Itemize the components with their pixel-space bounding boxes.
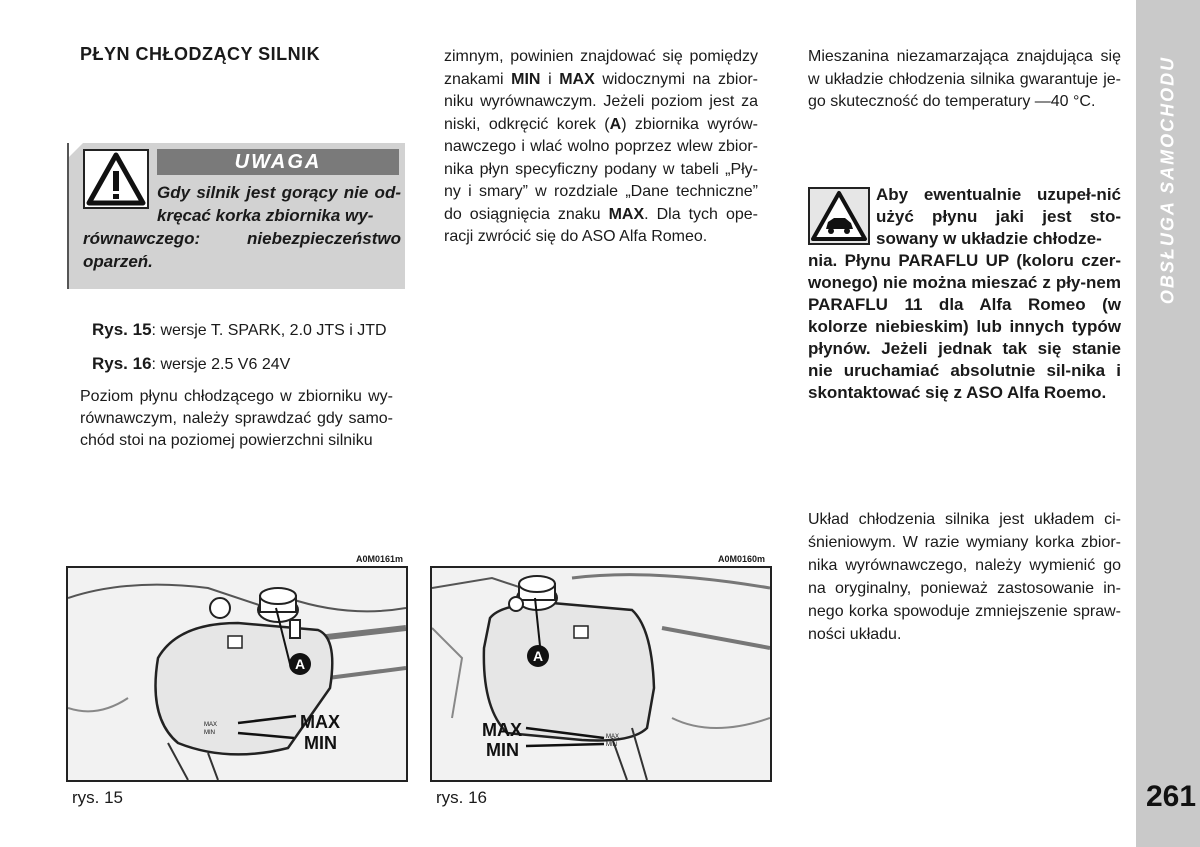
tank-min-mark: MIN [606,742,617,748]
warning-triangle-icon [83,149,149,209]
max-callout: MAX [482,720,522,740]
fig-ref-16 [92,354,290,374]
warning-box [67,143,405,289]
fig-ref-text: : wersje 2.5 V6 24V [151,356,291,373]
min-callout: MIN [486,740,519,760]
page-number: 261 [1146,780,1197,813]
figure-code: A0M0160m [718,554,766,564]
max-mark: MAX [608,205,645,223]
text-run: ) zbiornika wyrów-nawczego i wlać wolno poprzez wlew zbior-nika płyn specyficzny podany w tabeli „Pły-ny i smary” w rozdziale „Dane techniczne” do osiągnięcia znaku [444,115,758,223]
col3-note-rest: nia. Płynu PARAFLU UP (koloru czer-wonego) nie można mieszać z pły-nem PARAFLU 11 dla Alfa Romeo (w kolorze niebieskim) lub innych typów płynów. Jeżeli jednak tak się stanie nie uruchamiać absolutnie sil-nika i skontaktować się z ASO Alfa Roemo. [808,251,1121,402]
fig-ref-15 [92,320,387,340]
figure-caption: rys. 15 [72,788,124,807]
fig-ref-label: Rys. 15 [92,320,152,339]
cap-callout-a: A [532,648,544,664]
col3-note-top: Aby ewentualnie uzupeł-nić użyć płynu jaki jest sto-sowany w układzie chłodze- [876,185,1121,248]
min-callout: MIN [304,733,337,753]
figure-15-image [66,566,408,782]
text-run: . Dla tych ope-racji zwrócić się do ASO Alfa Romeo. [444,205,758,245]
tank-min-mark: MIN [204,730,215,736]
tank-max-mark: MAX [204,722,218,728]
section-side-title: OBSŁUGA SAMOCHODU [1157,55,1178,305]
cap-label: A [609,115,622,133]
cap-callout-a: A [294,656,306,672]
fig-ref-label: Rys. 16 [92,354,152,373]
col1-paragraph: Poziom płynu chłodzącego w zbiorniku wy-równawczym, należy sprawdzać gdy samo-chód stoi na poziomej powierzchni silniku [80,388,393,449]
figure-16-image [430,566,772,782]
col2-paragraph [444,46,758,249]
tank-max-mark: MAX [606,734,620,740]
warning-label: UWAGA [157,149,399,175]
max-mark: MAX [559,70,595,88]
warning-text-top: Gdy silnik jest gorący nie od-kręcać korka zbiornika wy- [157,183,401,225]
warning-text-bottom: równawczego: niebezpieczeństwo oparzeń. [83,229,401,271]
text-run: i [540,70,560,88]
max-callout: MAX [300,712,340,732]
text-run: zimnym, powinien znajdować się pomiędzy znakami [444,48,758,88]
car-warning-icon [808,187,870,245]
page-heading: PŁYN CHŁODZĄCY SILNIK [80,44,321,64]
min-mark: MIN [511,70,541,88]
figure-code: A0M0161m [356,554,404,564]
col3-paragraph-1: Mieszanina niezamarzająca znajdująca się w układzie chłodzenia silnika gwarantuje je-go skuteczność do temperatury —40 °C. [808,48,1121,110]
text-run: widocznymi na zbior-niku wyrównawczym. Jeżeli poziom jest za niski, odkręcić korek ( [444,70,758,133]
figure-caption: rys. 16 [436,788,488,807]
col3-paragraph-2: Układ chłodzenia silnika jest układem ci-śnieniowym. W razie wymiany korka zbior-nika wyrównawczego, należy wymienić go na oryginalny, ponieważ zastosowanie in-nego korka spowoduje zmniejszenie spraw-ności układu. [808,511,1121,643]
fig-ref-text: : wersje T. SPARK, 2.0 JTS i JTD [151,322,387,339]
